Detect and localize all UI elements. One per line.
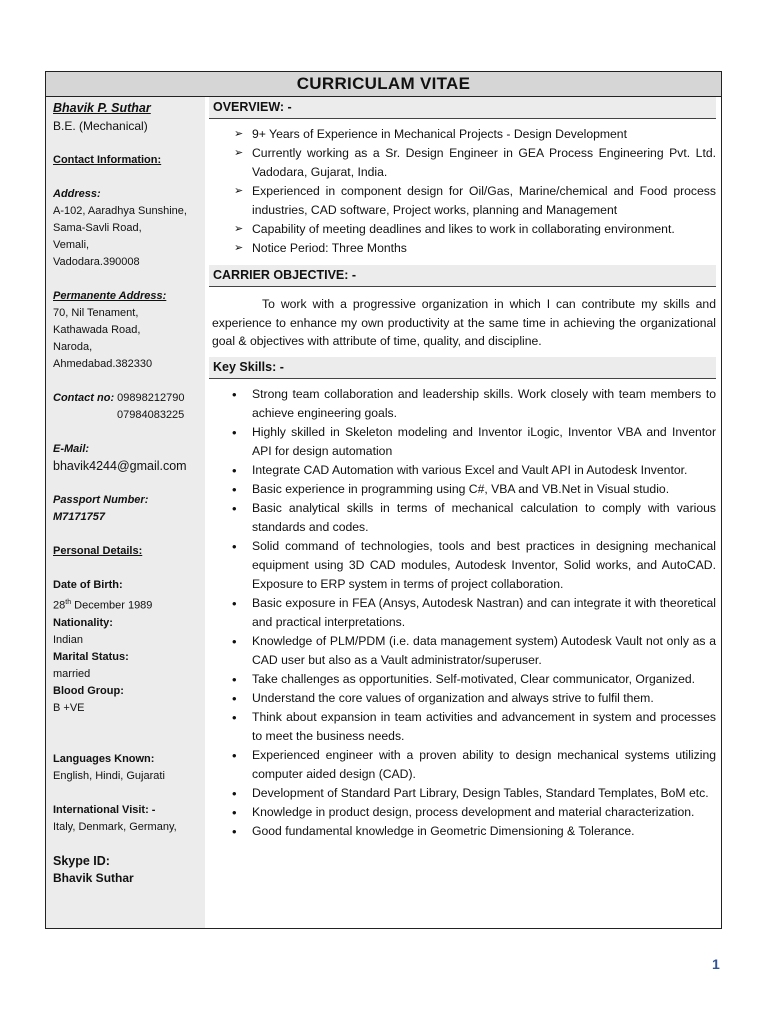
email-value: bhavik4244@gmail.com [53,459,187,473]
overview-heading: OVERVIEW: - [209,97,716,119]
email-label: E-Mail: [53,443,90,455]
list-item: • Take challenges as opportunities. Self-motivated, Clear communicator, Organized. [212,670,716,689]
objective-text: To work with a progressive organization in which I can contribute my skills and experience to enhance my own productivity at the same time in achieving the organizational goal & objectives with attribute of time, quality, and discipline. [212,297,716,348]
address-label: Address: [53,188,101,200]
phone-2: 07984083225 [117,409,185,421]
list-item: • Experienced engineer with a proven ability to design mechanical systems utilizing computer aided design (CAD). [212,746,716,784]
list-item: • Good fundamental knowledge in Geometric Dimensioning & Tolerance. [212,822,716,841]
perm-address-line: Kathawada Road, [53,324,141,336]
list-item: • Highly skilled in Skeleton modeling and Inventor iLogic, Inventor VBA and Inventor API for design automation [212,423,716,461]
phone-1: 09898212790 [117,392,185,404]
dob-day: 28 [53,599,66,612]
marital-label: Marital Status: [53,650,129,663]
list-item: • Knowledge of PLM/PDM (i.e. data management system) Autodesk Vault not only as a CAD user but also as a Vault administrator/superuser. [212,632,716,670]
list-item: ➢ Currently working as a Sr. Design Engineer in GEA Process Engineering Pvt. Ltd. Vadodara, Gujarat, India. [212,144,716,182]
perm-address-line: Naroda, [53,341,93,353]
list-item: • Basic experience in programming using C#, VBA and VB.Net in Visual studio. [212,480,716,499]
address-line: Vemali, [53,239,90,251]
address-line: Vadodara.390008 [53,256,140,268]
list-item: • Basic exposure in FEA (Ansys, Autodesk Nastran) and can integrate it with theoretical and practical interpretations. [212,594,716,632]
nationality-label: Nationality: [53,616,113,629]
marital-value: married [53,667,91,680]
dob-value [53,594,205,615]
address-line: Sama-Savli Road, [53,222,142,234]
list-item: • Strong team collaboration and leadership skills. Work closely with team members to achieve engineering goals. [212,385,716,423]
list-item: • Development of Standard Part Library, Design Tables, Standard Templates, BoM etc. [212,784,716,803]
list-item: ➢ Capability of meeting deadlines and likes to work in collaborating environment. [212,220,716,239]
list-item: • Knowledge in product design, process development and material characterization. [212,803,716,822]
blood-label: Blood Group: [53,684,124,697]
list-item: • Basic analytical skills in terms of mechanical calculation to comply with various standards and codes. [212,499,716,537]
nationality-value: Indian [53,633,83,646]
intl-visit-label: International Visit: - [53,803,156,816]
cv-container [45,71,722,929]
skills-heading: Key Skills: - [209,357,716,379]
passport-label: Passport Number: [53,494,149,506]
list-item: • Integrate CAD Automation with various Excel and Vault API in Autodesk Inventor. [212,461,716,480]
candidate-name: Bhavik P. Suthar [53,101,151,115]
contact-heading: Contact Information: [53,154,162,166]
languages-value: English, Hindi, Gujarati [53,769,165,782]
page-number: 1 [712,956,720,972]
languages-label: Languages Known: [53,752,155,765]
personal-heading: Personal Details: [53,545,143,557]
dob-rest: December 1989 [71,599,153,612]
perm-address-label: Permanente Address: [53,290,167,302]
cv-title: CURRICULAM VITAE [46,72,721,97]
address-line: A-102, Aaradhya Sunshine, [53,205,187,217]
degree: B.E. (Mechanical) [53,119,148,133]
left-sidebar [46,97,205,928]
contact-no-label: Contact no: [53,392,115,404]
list-item: ➢ Experienced in component design for Oil/Gas, Marine/chemical and Food process industries, CAD software, Project works, planning and Management [212,182,716,220]
skills-list [212,385,716,841]
skype-value: Bhavik Suthar [53,870,134,885]
blood-value: B +VE [53,701,85,714]
perm-address-line: Ahmedabad.382330 [53,358,153,370]
overview-list [212,125,716,258]
main-content [205,97,721,928]
objective-heading: CARRIER OBJECTIVE: - [209,265,716,287]
passport-value: M7171757 [53,511,105,523]
skype-label: Skype ID: [53,853,110,868]
list-item: • Solid command of technologies, tools and best practices in designing mechanical equipment using 3D CAD modules, Autodesk Inventor, Solid works, and AutoCAD. Exposure to ERP system in terms of project collaboration. [212,537,716,594]
list-item: ➢ 9+ Years of Experience in Mechanical Projects - Design Development [212,125,716,144]
list-item: • Think about expansion in team activities and advancement in system and processes to meet the business needs. [212,708,716,746]
intl-visit-value: Italy, Denmark, Germany, [53,820,177,833]
dob-suffix: th [65,599,72,606]
dob-label: Date of Birth: [53,579,123,591]
list-item: ➢ Notice Period: Three Months [212,239,716,258]
list-item: • Understand the core values of organization and always strive to fulfil them. [212,689,716,708]
perm-address-line: 70, Nil Tenament, [53,307,139,319]
